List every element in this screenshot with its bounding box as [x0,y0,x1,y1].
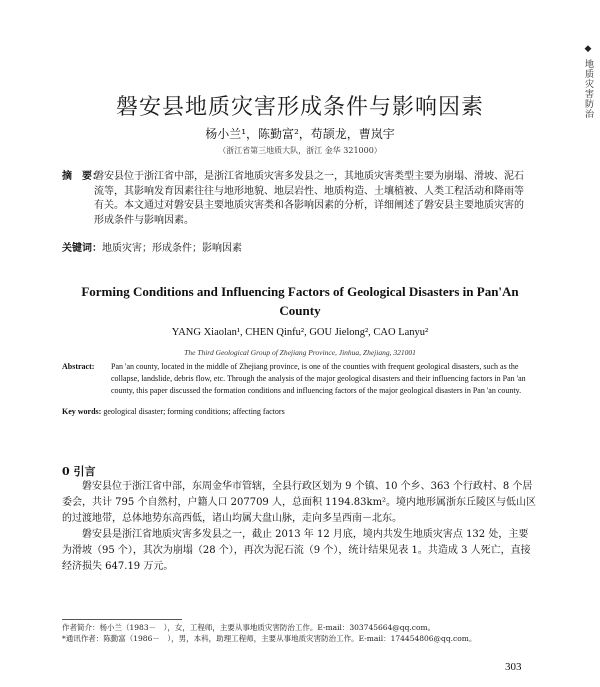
abstract-cn-text: 磐安县位于浙江省中部，是浙江省地质灾害多发县之一，其地质灾害类型主要为崩塌、滑坡、泥石流等，其影响发育因素往往与地形地貌、地层岩性、地质构造、土壤植被、人类工程活动和降雨等有关。本文通过对磐安县主要地质灾害类和各影响因素的分析，详细阐述了磐安县主要地质灾害的形成条件与影响因素。 [94,171,524,226]
footnote-divider [62,619,182,620]
abstract-cn-label: 摘 要： [62,171,102,182]
diamond-bullet-icon: ◆ [583,44,593,55]
abstract-en-label: Abstract: [62,362,95,371]
section-heading-introduction: 0 引言 [62,465,96,478]
abstract-en-text: Pan 'an county, located in the middle of Zhejiang province, is one of the counties with frequent geological disasters, such as the collapse, landslide, debris flow, etc. Through the analysis of the major geological disasters and their influencing factors in Pan 'an county, this paper discussed the formation conditions and influencing factors of the major geological disasters in Pan 'an county. [111,362,526,395]
body-paragraph-2: 磐安县是浙江省地质灾害多发县之一，截止 2013 年 12 月底，境内共发生地质灾害点 132 处，主要为滑坡（95 个），其次为崩塌（28 个），再次为泥石流（9 个），统计结果见表 1。共造成 3 人死亡，直接经济损失 647.19 万元。 [62,529,531,572]
footnote-author-bio: 作者简介：杨小兰（1983－ ），女，工程师，主要从事地质灾害防治工作。E-mail：303745664@qq.com。 [62,623,436,632]
keywords-en [62,407,538,416]
affiliation-cn: （浙江省第三地质大队，浙江 金华 321000） [218,146,382,155]
affiliation-en: The Third Geological Group of Zhejiang Province, Jinhua, Zhejiang, 321001 [184,348,416,357]
body-paragraph-1: 磐安县位于浙江省中部，东周金华市管辖，全县行政区划为 9 个镇、10 个乡、363 个行政村、8 个居委会，共计 795 个自然村，户籍人口 207709 人，总面积 1194.83km²。境内地形属浙东丘陵区与低山区的过渡地带，总体地势东高西低，诸山均属大盘山脉，走向多呈西南－北东。 [62,481,537,524]
abstract-en [62,361,538,396]
keywords-en-text: geological disaster; forming conditions; affecting factors [103,407,285,416]
footnote-corresponding-author: *通讯作者：陈勤富（1986－ ），男，本科，助理工程师，主要从事地质灾害防治工作。E-mail：174454806@qq.com。 [62,634,477,643]
paper-title-en: Forming Conditions and Influencing Factors of Geological Disasters in Pan'An County [81,284,519,318]
authors-cn: 杨小兰¹，陈勤富²，苟颉龙，曹岚宇 [205,127,395,141]
keywords-cn-text: 地质灾害；形成条件；影响因素 [102,243,242,254]
authors-en: YANG Xiaolan¹, CHEN Qinfu², GOU Jielong², CAO Lanyu² [171,327,429,338]
abstract-cn [62,170,532,228]
page-number: 303 [505,661,522,673]
keywords-en-label: Key words: [62,407,102,416]
keywords-cn [62,239,532,254]
journal-section-text: 地质灾害防治 [583,58,593,119]
paper-title-cn: 磐安县地质灾害形成条件与影响因素 [115,95,484,120]
keywords-cn-label: 关键词： [62,243,102,254]
journal-section-label [580,44,594,119]
